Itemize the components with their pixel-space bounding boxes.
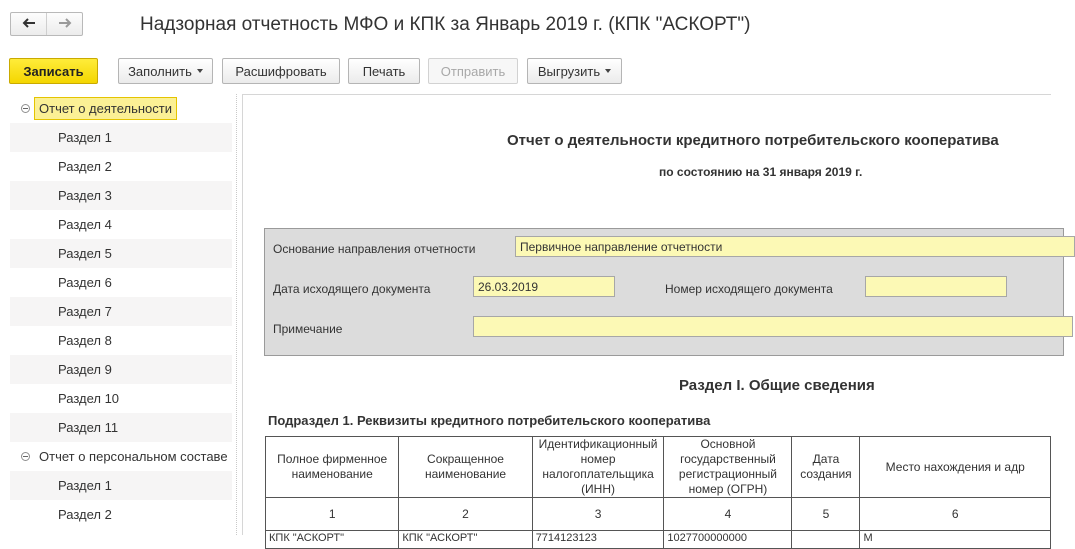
table-header-cell: Идентификационный номер налогоплательщика (ИНН) xyxy=(532,437,664,498)
tree-group-personnel-report[interactable] xyxy=(10,442,232,471)
tree-item[interactable]: Раздел 2 xyxy=(58,159,112,174)
arrow-right-icon xyxy=(58,15,72,33)
table-cell[interactable]: КПК "АСКОРТ" xyxy=(399,531,532,549)
tree-item[interactable]: Раздел 8 xyxy=(58,333,112,348)
fill-button-label: Заполнить xyxy=(128,63,192,79)
report-date: по состоянию на 31 января 2019 г. xyxy=(659,165,863,179)
save-button[interactable]: Записать xyxy=(9,58,98,84)
note-field[interactable] xyxy=(473,316,1073,337)
fill-button[interactable] xyxy=(118,58,213,84)
table-header-cell: Сокращенное наименование xyxy=(399,437,532,498)
table-header-cell: Основной государственный регистрационный номер (ОГРН) xyxy=(664,437,792,498)
table-number-cell: 4 xyxy=(664,498,792,531)
tree-item[interactable]: Раздел 6 xyxy=(58,275,112,290)
tree-item[interactable]: Раздел 4 xyxy=(58,217,112,232)
table-number-cell: 1 xyxy=(266,498,399,531)
table-number-cell: 6 xyxy=(860,498,1051,531)
collapse-icon[interactable] xyxy=(21,104,30,113)
arrow-left-icon xyxy=(22,15,36,33)
forward-button[interactable] xyxy=(46,13,82,35)
report-tree xyxy=(10,94,232,535)
table-number-cell: 2 xyxy=(399,498,532,531)
tree-item[interactable]: Раздел 9 xyxy=(10,355,232,384)
tree-item[interactable]: Раздел 3 xyxy=(10,181,232,210)
table-cell[interactable] xyxy=(792,531,860,549)
number-label: Номер исходящего документа xyxy=(665,282,833,296)
note-label: Примечание xyxy=(273,322,343,336)
tree-group-activity-report[interactable] xyxy=(10,94,232,123)
chevron-down-icon xyxy=(605,69,611,73)
basis-label: Основание направления отчетности xyxy=(273,242,476,256)
tree-item[interactable]: Раздел 7 xyxy=(10,297,232,326)
tree-item[interactable]: Раздел 1 xyxy=(10,123,232,152)
tree-item[interactable]: Раздел 10 xyxy=(58,391,120,406)
table-header-row xyxy=(266,437,1051,498)
table-header-cell: Полное фирменное наименование xyxy=(266,437,399,498)
window-title: Надзорная отчетность МФО и КПК за Январь 2019 г. (КПК "АСКОРТ") xyxy=(140,14,751,35)
report-header-form xyxy=(264,228,1064,356)
decode-button[interactable]: Расшифровать xyxy=(222,58,340,84)
table-header-cell-text: Место нахождения и адр xyxy=(885,459,1025,474)
export-button-label: Выгрузить xyxy=(537,63,601,79)
send-button[interactable]: Отправить xyxy=(428,58,518,84)
table-number-cell: 3 xyxy=(532,498,664,531)
tree-item[interactable]: Раздел 2 xyxy=(58,507,112,522)
navigation-buttons xyxy=(10,12,83,36)
table-cell[interactable]: 7714123123 xyxy=(532,531,664,549)
table-cell[interactable]: КПК "АСКОРТ" xyxy=(266,531,399,549)
tree-item[interactable]: Раздел 1 xyxy=(10,471,232,500)
table-number-cell: 5 xyxy=(792,498,860,531)
export-button[interactable] xyxy=(527,58,622,84)
report-document xyxy=(242,94,1051,544)
basis-field[interactable]: Первичное направление отчетности xyxy=(515,236,1075,257)
requisites-table xyxy=(265,436,1051,549)
date-label: Дата исходящего документа xyxy=(273,282,431,296)
section-title: Раздел I. Общие сведения xyxy=(679,377,875,394)
table-cell[interactable]: М xyxy=(860,531,1051,549)
date-field[interactable]: 26.03.2019 xyxy=(473,276,615,297)
back-button[interactable] xyxy=(11,13,46,35)
print-button[interactable]: Печать xyxy=(348,58,420,84)
table-number-row xyxy=(266,498,1051,531)
tree-group-label[interactable]: Отчет о деятельности xyxy=(34,97,177,120)
table-row xyxy=(266,531,1051,549)
table-cell[interactable]: 1027700000000 xyxy=(664,531,792,549)
panel-splitter[interactable] xyxy=(236,94,237,535)
table-header-cell: Дата создания xyxy=(792,437,860,498)
tree-item[interactable]: Раздел 5 xyxy=(10,239,232,268)
tree-group-label[interactable]: Отчет о персональном составе xyxy=(39,449,228,464)
report-title: Отчет о деятельности кредитного потребительского кооператива xyxy=(507,132,999,149)
collapse-icon[interactable] xyxy=(21,452,30,461)
chevron-down-icon xyxy=(197,69,203,73)
number-field[interactable] xyxy=(865,276,1007,297)
subsection-title: Подраздел 1. Реквизиты кредитного потребительского кооператива xyxy=(268,413,711,428)
table-header-cell xyxy=(860,437,1051,498)
tree-item[interactable]: Раздел 11 xyxy=(10,413,232,442)
